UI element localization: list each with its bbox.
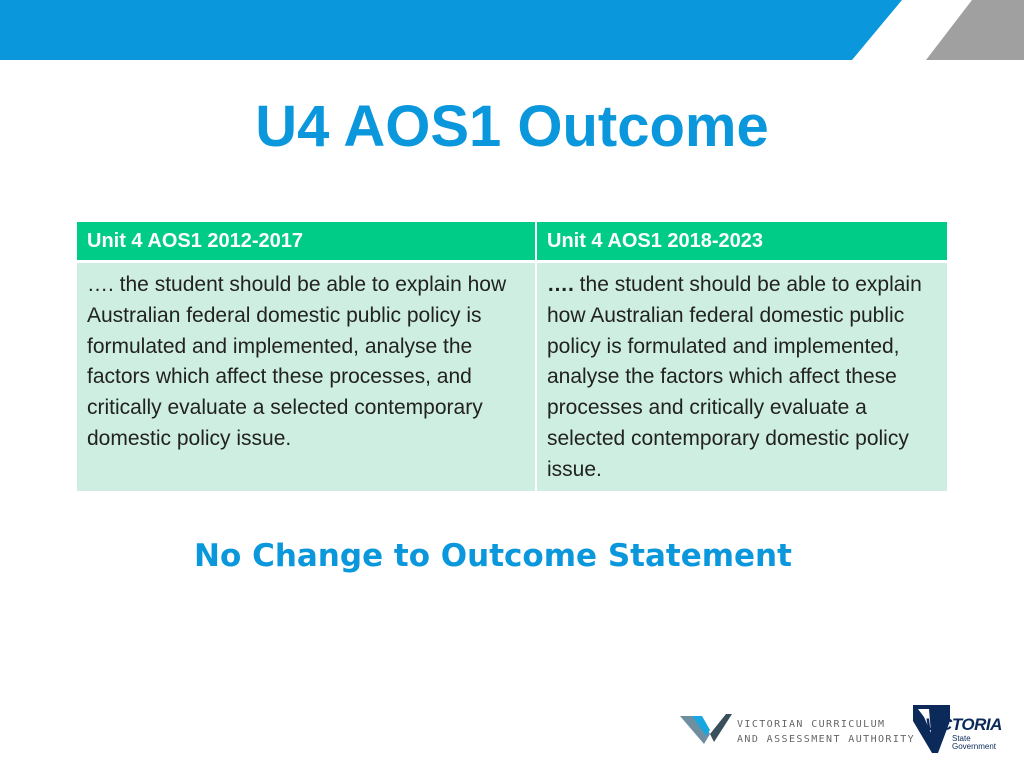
vcaa-name-line2: AND ASSESSMENT AUTHORITY (737, 734, 916, 745)
outcome-2018-2023-text: the student should be able to explain how Australian federal domestic public policy is formulated and implemented, analyse the factors which affect these processes and critically evaluate a selected contemporary domestic policy issue. (547, 273, 922, 481)
table-header-row (77, 222, 947, 262)
outcome-comparison-table (77, 222, 947, 491)
vcaa-name-line1: VICTORIAN CURRICULUM (737, 719, 886, 730)
top-banner-blue (0, 0, 902, 60)
slide-title: U4 AOS1 Outcome (255, 94, 769, 159)
table-row (77, 262, 947, 491)
header-2012-2017: Unit 4 AOS1 2012-2017 (77, 222, 536, 262)
header-2018-2023: Unit 4 AOS1 2018-2023 (536, 222, 947, 262)
victoria-wordmark: VICTORIA (925, 715, 1002, 734)
outcome-2012-2017: …. the student should be able to explain how Australian federal domestic public policy is formulated and implemented, analyse the factors which affect these processes, and critically evaluate a selected contemporary domestic policy issue. (77, 262, 536, 491)
outcome-2018-2023 (536, 262, 947, 491)
top-banner (0, 0, 1024, 60)
victoria-government-label: Government (952, 742, 997, 751)
no-change-note: No Change to Outcome Statement (194, 538, 792, 574)
outcome-lead-dots: …. (547, 273, 574, 296)
top-banner-gray-corner (926, 0, 1024, 60)
victoria-state-label: State (952, 734, 971, 743)
